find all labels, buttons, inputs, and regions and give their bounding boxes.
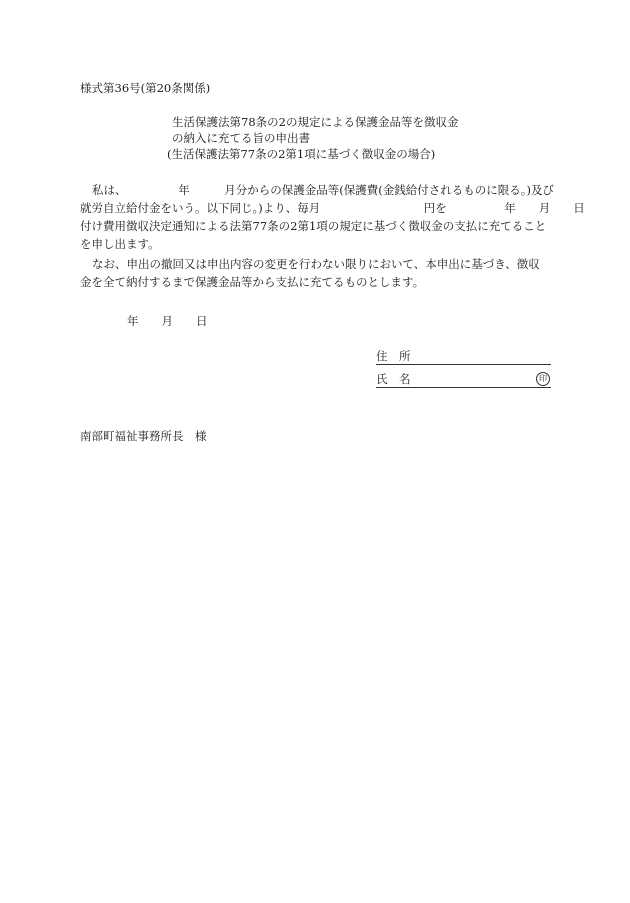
address-field[interactable] <box>376 348 551 365</box>
document-title-line-2: の納入に充てる旨の申出書 <box>172 131 310 145</box>
body-paragraph-2-line-1: なお、申出の撤回又は申出内容の変更を行わない限りにおいて、本申出に基づき、徴収 <box>92 257 540 271</box>
document-title-line-1: 生活保護法第78条の2の規定による保護金品等を徴収金 <box>172 115 459 129</box>
name-field[interactable] <box>376 371 551 388</box>
body-paragraph-1-line-2: 就労自立給付金をいう。以下同じ。)より、毎月 円を 年 月 日 <box>80 201 585 215</box>
addressee: 南部町福祉事務所長 様 <box>80 429 207 443</box>
form-number: 様式第36号(第20条関係) <box>80 81 211 95</box>
body-paragraph-2-line-2: 金を全て納付するまで保護金品等から支払に充てるものとします。 <box>80 275 425 289</box>
body-paragraph-1-line-3: 付け費用徴収決定通知による法第77条の2第1項の規定に基づく徴収金の支払に充てること <box>80 219 547 233</box>
application-date: 年 月 日 <box>127 314 208 328</box>
body-paragraph-1-line-4: を申し出ます。 <box>80 237 160 251</box>
name-label: 氏 名 <box>376 372 411 386</box>
body-paragraph-1-line-1: 私は、 年 月分からの保護金品等(保護費(金銭給付されるものに限る。)及び <box>92 183 554 197</box>
document-subtitle: (生活保護法第77条の2第1項に基づく徴収金の場合) <box>167 147 436 161</box>
seal-icon: 印 <box>536 372 550 386</box>
address-label: 住 所 <box>376 349 411 363</box>
